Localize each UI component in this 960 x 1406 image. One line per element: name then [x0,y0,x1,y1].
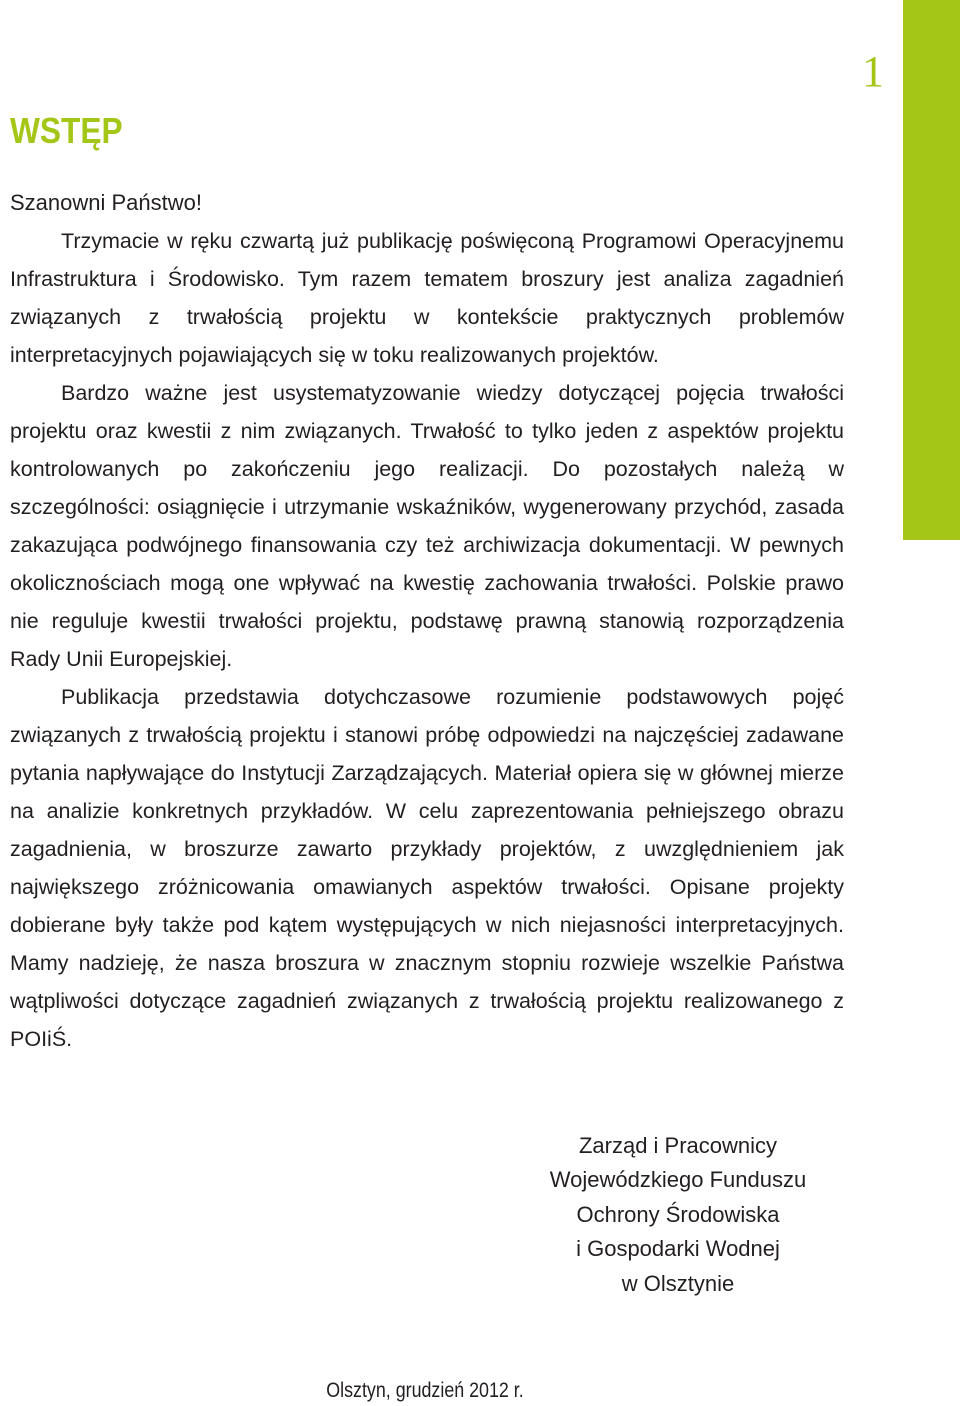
signature-block [518,1129,838,1301]
signature-line: Wojewódzkiego Funduszu [549,1167,807,1193]
salutation: Szanowni Państwo! [10,190,202,215]
body-text [10,222,844,1058]
page-number: 1 [862,47,884,96]
side-color-bar [903,0,960,540]
signature-line: Ochrony Środowiska [576,1201,780,1227]
paragraph: Trzymacie w ręku czwartą już publikację poświęconą Programowi Operacyjnemu Infrastruktura i Środowisko. Tym razem tematem broszury jest analiza zagadnień związanych z trwałością projektu w kontekście praktycznych problemów interpretacyjnych pojawiających się w toku realizowanych projektów. [10,229,844,367]
page-title: WSTĘP [10,110,123,151]
signature-line: Zarząd i Pracownicy [578,1133,778,1158]
place-and-date: Olsztyn, grudzień 2012 r. [326,1379,524,1402]
signature-line: w Olsztynie [621,1270,735,1296]
paragraph: Bardzo ważne jest usystematyzowanie wiedzy dotyczącej pojęcia trwałości projektu oraz kwestii z nim związanych. Trwałość to tylko jeden z aspektów projektu kontrolowanych po zakończeniu jego realizacji. Do pozostałych należą w szczególności: osiągnięcie i utrzymanie wskaźników, wygenerowany przychód, zasada zakazująca podwójnego finansowania czy też archiwizacja dokumentacji. W pewnych okolicznościach mogą one wpływać na kwestię zachowania trwałości. Polskie prawo nie reguluje kwestii trwałości projektu, podstawę prawną stanowią rozporządzenia Rady Unii Europejskiej. [10,381,844,671]
signature-line: i Gospodarki Wodnej [576,1236,780,1262]
paragraph: Publikacja przedstawia dotychczasowe rozumienie podstawowych pojęć związanych z trwałością projektu i stanowi próbę odpowiedzi na najczęściej zadawane pytania napływające do Instytucji Zarządzających. Materiał opiera się w głównej mierze na analizie konkretnych przykładów. W celu zaprezentowania pełniejszego obrazu zagadnienia, w broszurze zawarto przykłady projektów, z uwzględnieniem jak największego zróżnicowania omawianych aspektów trwałości. Opisane projekty dobierane były także pod kątem występujących w nich niejasności interpretacyjnych. Mamy nadzieję, że nasza broszura w znacznym stopniu rozwieje wszelkie Państwa wątpliwości dotyczące zagadnień związanych z trwałością projektu realizowanego z POIiŚ. [10,685,844,1051]
